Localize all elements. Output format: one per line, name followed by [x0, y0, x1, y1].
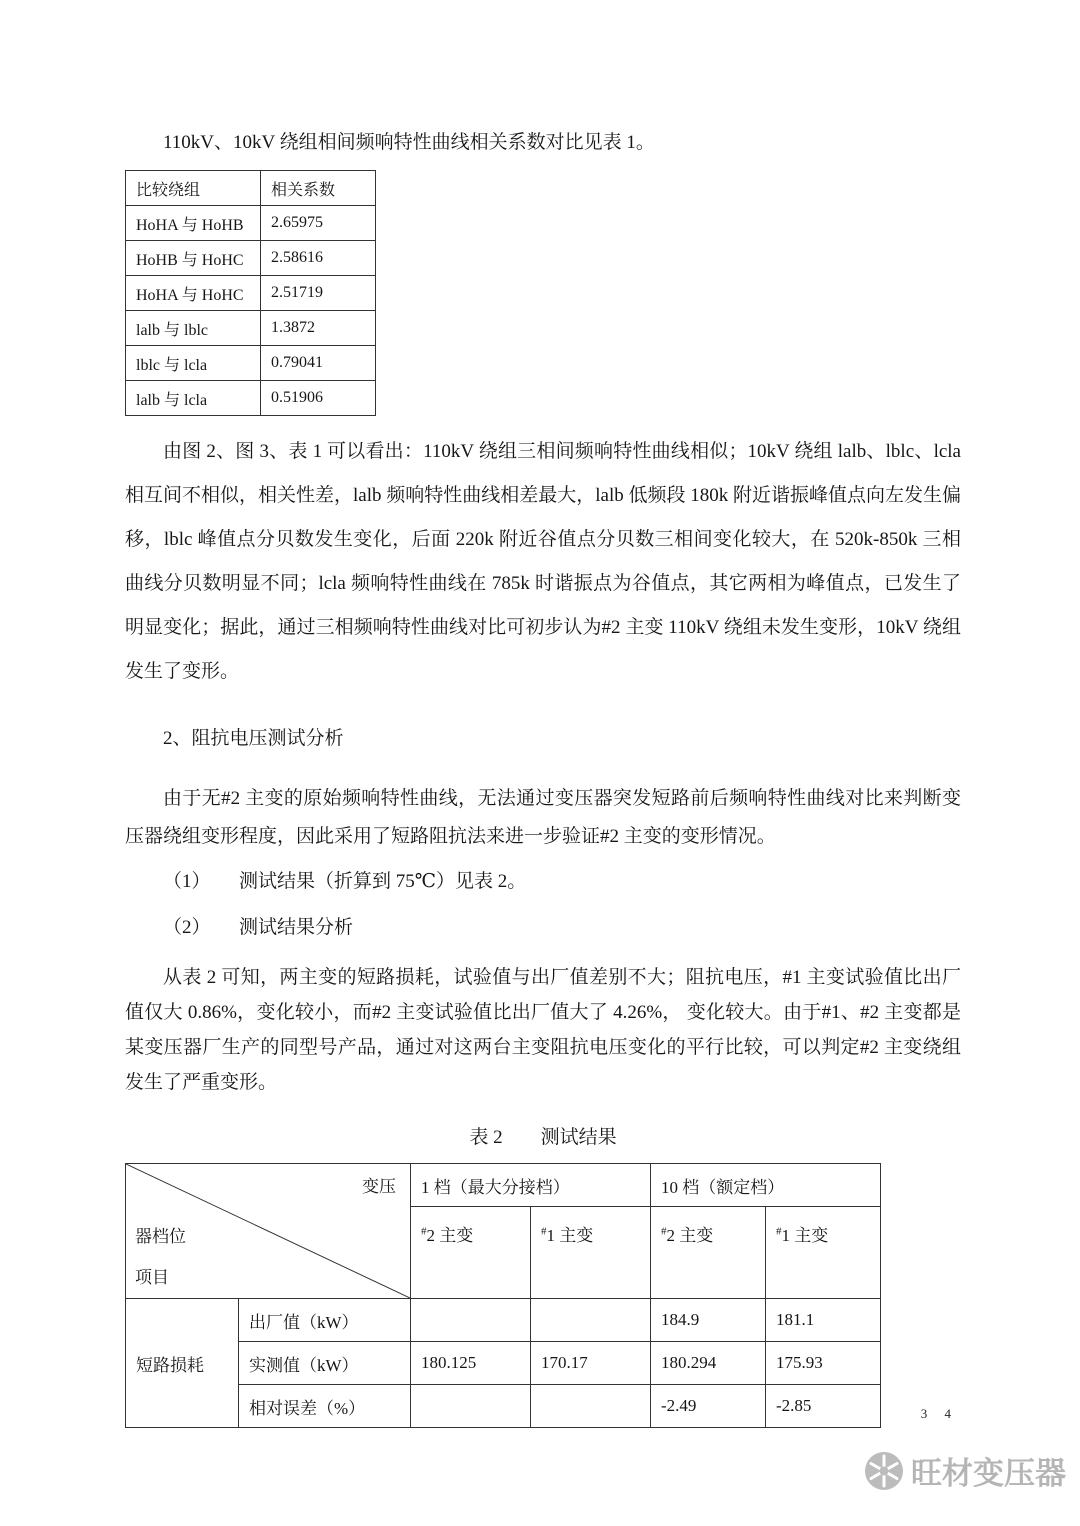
table-row [126, 346, 376, 381]
table2-row-label: 相对误差（%） [239, 1385, 411, 1428]
table1-header-coeff: 相关系数 [261, 171, 376, 206]
table2-cell [531, 1299, 651, 1342]
table1-correlation [125, 170, 376, 416]
analysis-paragraph: 由图 2、图 3、表 1 可以看出：110kV 绕组三相间频响特性曲线相似；10kV 绕组 lalb、lblc、lcla 相互间不相似，相关性差，lalb 频响特性曲线相差最大，lalb 低频段 180k 附近谐振峰值点向左发生偏移，lblc 峰值点分贝数发生变化，后面 220k 附近谷值点分贝数三相间变化较大，在 520k-850k 三相曲线分贝数明显不同；lcla 频响特性曲线在 785k 时谐振点为谷值点，其它两相为峰值点，已发生了明显变化；据此，通过三相频响特性曲线对比可初步认为#2 主变 110kV 绕组未发生变形，10kV 绕组发生了变形。 [125, 441, 961, 682]
table1-value: 2.58616 [261, 241, 376, 276]
table1-pair: HoHA 与 HoHB [126, 206, 261, 241]
table2-cell: 180.125 [411, 1342, 531, 1385]
table2-cell: 170.17 [531, 1342, 651, 1385]
hash-superscript: # [661, 1225, 667, 1238]
table2-data-row [126, 1342, 881, 1385]
table2-data-row [126, 1299, 881, 1342]
impedance-intro-paragraph: 由于无#2 主变的原始频响特性曲线，无法通过变压器突发短路前后频响特性曲线对比来判断变压器绕组变形程度，因此采用了短路阻抗法来进一步验证#2 主变的变形情况。 [125, 788, 961, 847]
table2-cell [531, 1385, 651, 1428]
table2-cell: 181.1 [766, 1299, 881, 1342]
table1-header-winding: 比较绕组 [126, 171, 261, 206]
diagonal-label-top: 变压 [362, 1177, 396, 1196]
table-row [126, 276, 376, 311]
table1-pair: HoHA 与 HoHC [126, 276, 261, 311]
table1-value: 2.65975 [261, 206, 376, 241]
page-number: 3 4 [920, 1406, 958, 1421]
table-row [126, 381, 376, 416]
subheader-label: 1 主变 [546, 1226, 594, 1245]
subheader-label: 2 主变 [666, 1226, 714, 1245]
list-item-1: （1） 测试结果（折算到 75℃）见表 2。 [163, 871, 527, 892]
diagonal-label-middle: 器档位 [135, 1227, 186, 1246]
table2-cell: -2.85 [766, 1385, 881, 1428]
table-row [126, 241, 376, 276]
table1-value: 2.51719 [261, 276, 376, 311]
table1-value: 0.79041 [261, 346, 376, 381]
table2-cell: 184.9 [651, 1299, 766, 1342]
snowflake-logo-icon [864, 1451, 904, 1491]
table2-test-results [125, 1163, 881, 1428]
watermark-logo [864, 1448, 1066, 1493]
table2-row-label: 出厂值（kW） [239, 1299, 411, 1342]
table2-diagonal-header-cell [126, 1164, 411, 1299]
hash-superscript: # [421, 1225, 427, 1238]
table1-header-row [126, 171, 376, 206]
table-row [126, 311, 376, 346]
table2-cell [411, 1385, 531, 1428]
table2-cell: -2.49 [651, 1385, 766, 1428]
table2-colgroup-tap1: 1 档（最大分接档） [411, 1164, 651, 1207]
table2-cell [411, 1299, 531, 1342]
table1-value: 0.51906 [261, 381, 376, 416]
list-item-2: （2） 测试结果分析 [163, 917, 354, 938]
intro-paragraph: 110kV、10kV 绕组相间频响特性曲线相关系数对比见表 1。 [163, 132, 655, 153]
page-content [125, 128, 961, 1428]
table2-cell: 175.93 [766, 1342, 881, 1385]
table1-pair: lblc 与 lcla [126, 346, 261, 381]
table-row [126, 206, 376, 241]
table1-pair: lalb 与 lblc [126, 311, 261, 346]
table1-pair: HoHB 与 HoHC [126, 241, 261, 276]
section2-heading: 2、阻抗电压测试分析 [163, 728, 344, 749]
logo-text: 旺材变压器 [911, 1456, 1066, 1491]
hash-superscript: # [776, 1225, 782, 1238]
table2-row-label: 实测值（kW） [239, 1342, 411, 1385]
table1-value: 1.3872 [261, 311, 376, 346]
results-analysis-paragraph: 从表 2 可知，两主变的短路损耗，试验值与出厂值差别不大；阻抗电压，#1 主变试验值比出厂值仅大 0.86%，变化较小，而#2 主变试验值比出厂值大了 4.26%， 变化较大。由于#1、#2 主变都是某变压器厂生产的同型号产品，通过对这两台主变阻抗电压变化的平行比较，可以判定#2 主变绕组发生了严重变形。 [125, 967, 961, 1093]
table2-rowgroup-label: 短路损耗 [126, 1299, 239, 1428]
table2-subheader [651, 1207, 766, 1299]
hash-superscript: # [541, 1225, 547, 1238]
table1-pair: lalb 与 lcla [126, 381, 261, 416]
table2-cell: 180.294 [651, 1342, 766, 1385]
table2-data-row [126, 1385, 881, 1428]
table2-subheader [766, 1207, 881, 1299]
table2-subheader [531, 1207, 651, 1299]
diagonal-label-bottom: 项目 [135, 1268, 169, 1287]
subheader-label: 2 主变 [426, 1226, 474, 1245]
table2-header-row-1 [126, 1164, 881, 1207]
table2-colgroup-tap10: 10 档（额定档） [651, 1164, 881, 1207]
table2-subheader [411, 1207, 531, 1299]
table2-caption: 表 2 测试结果 [469, 1127, 617, 1148]
subheader-label: 1 主变 [781, 1226, 829, 1245]
